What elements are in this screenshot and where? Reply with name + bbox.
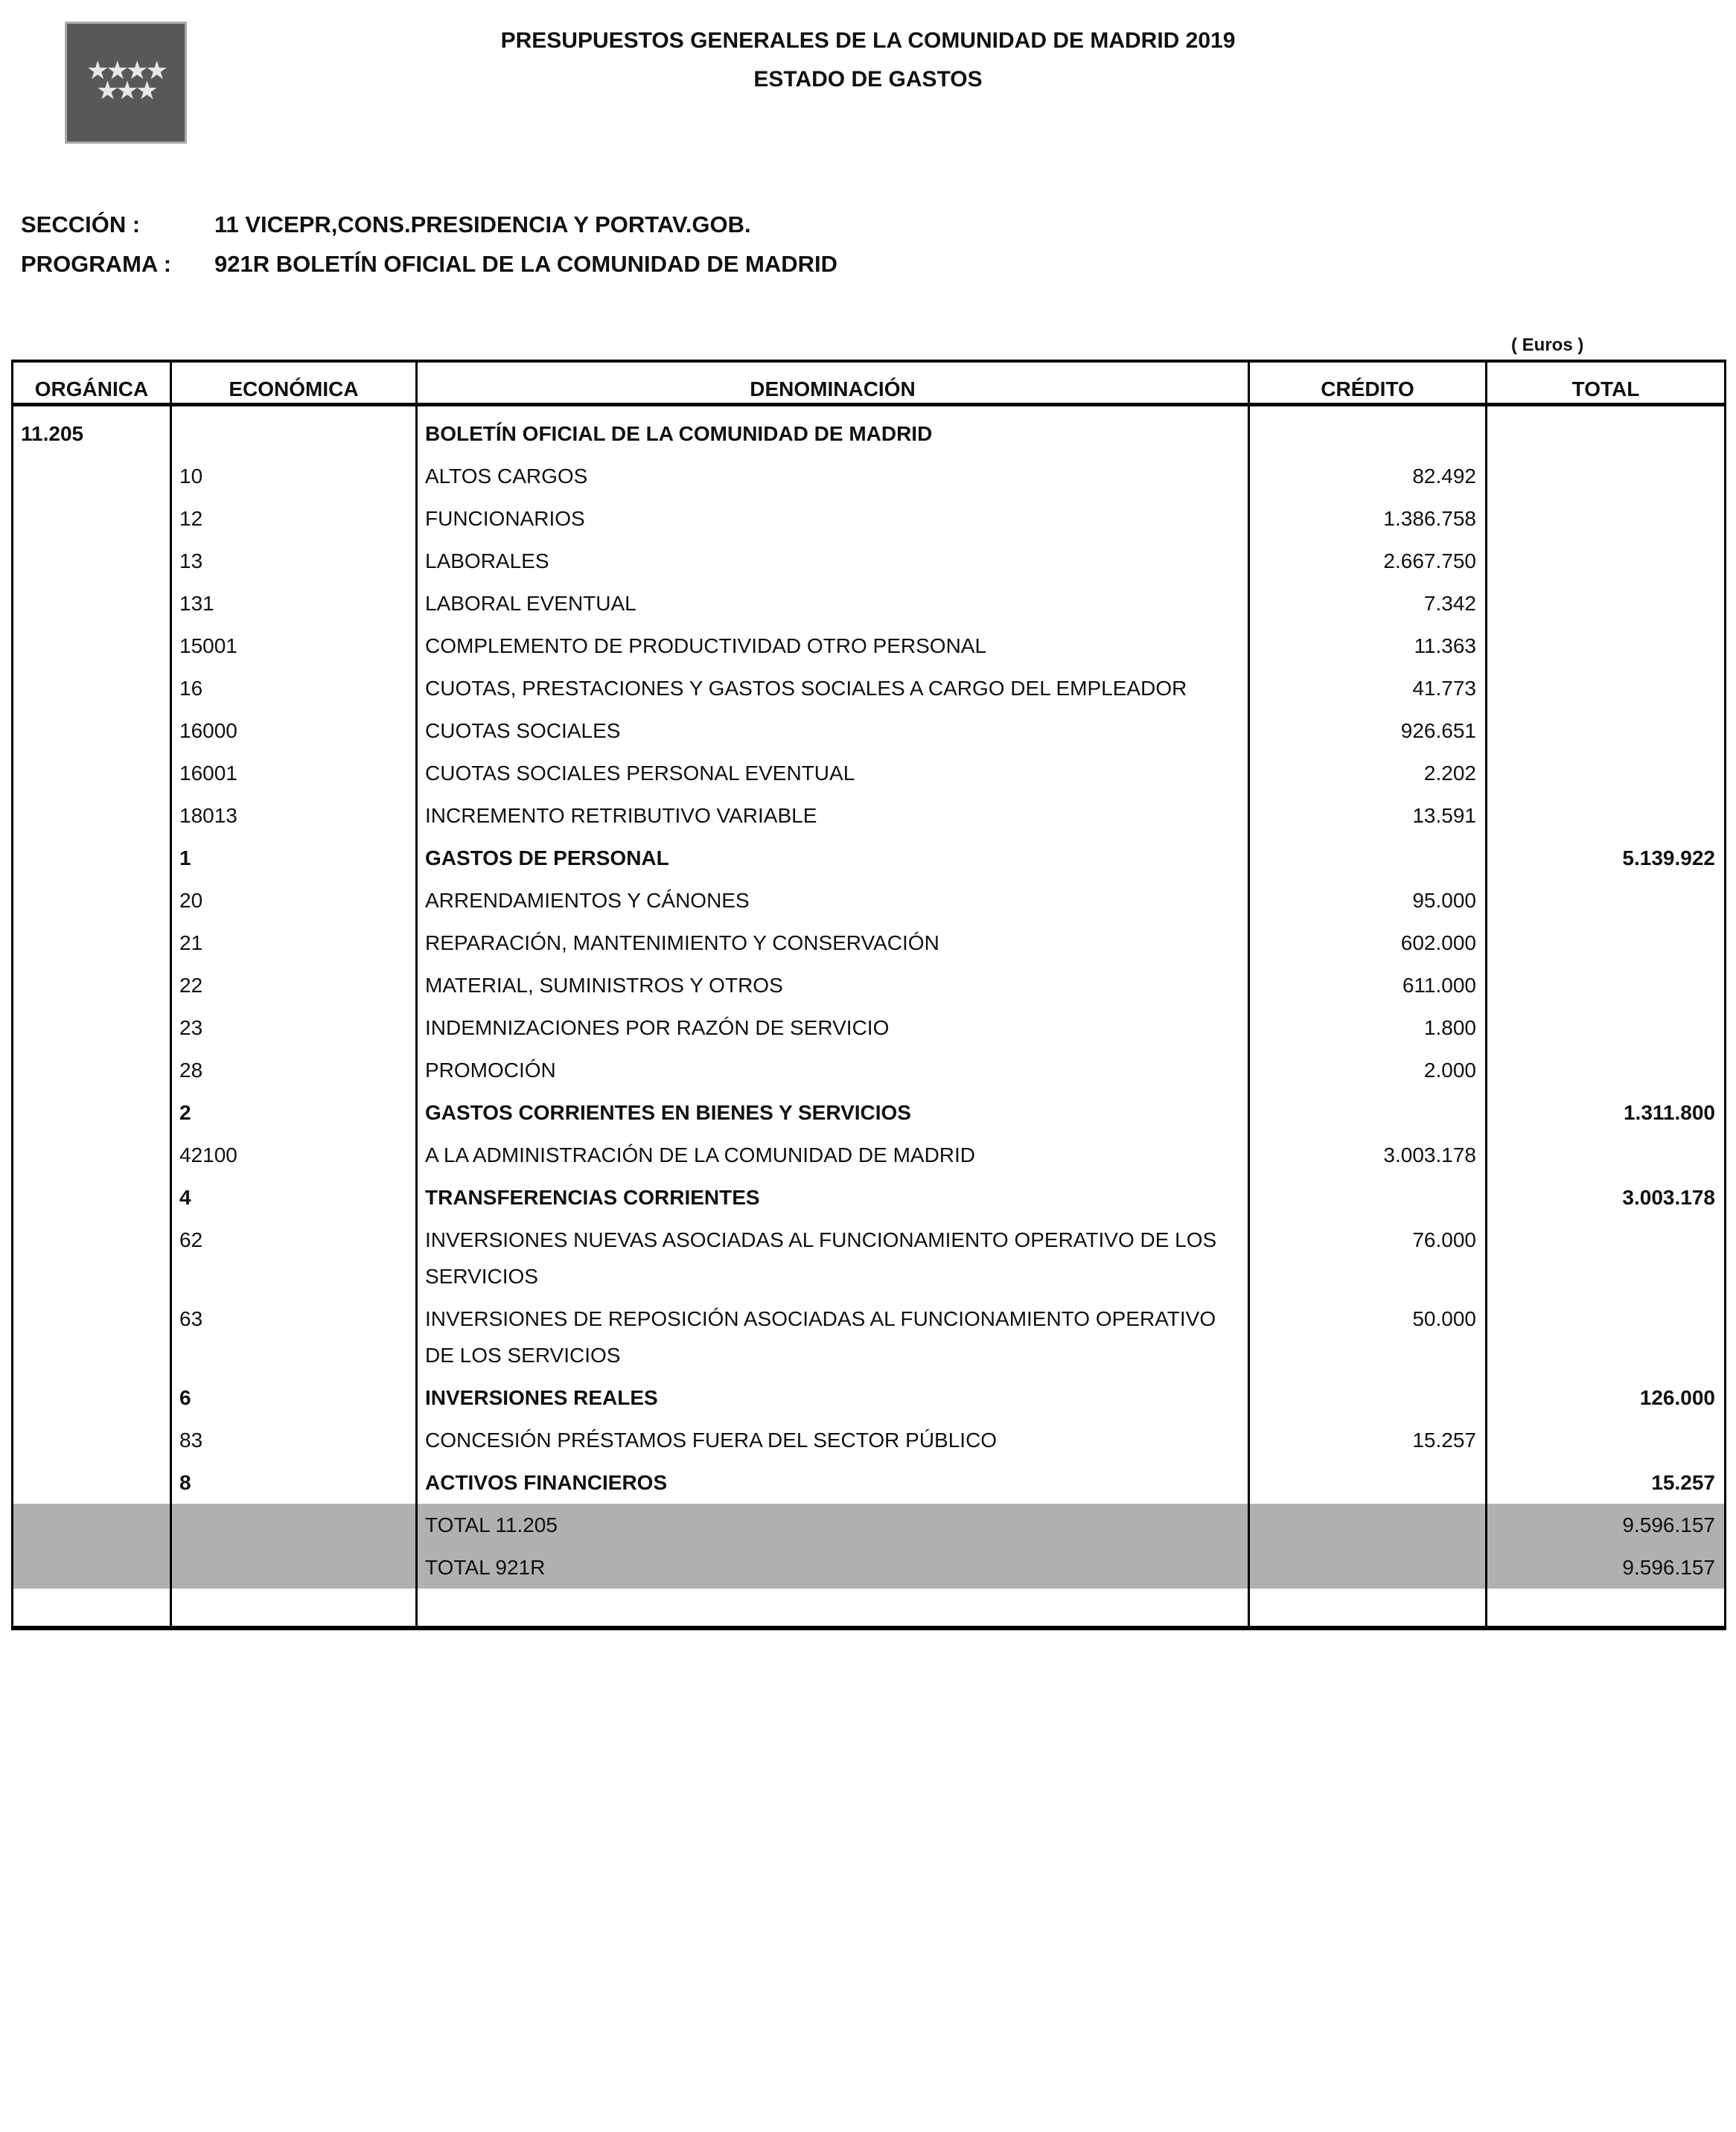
denominacion-cell: TRANSFERENCIAS CORRIENTES <box>417 1176 1249 1219</box>
denominacion-cell: GASTOS CORRIENTES EN BIENES Y SERVICIOS <box>417 1091 1249 1134</box>
denominacion-cell: MATERIAL, SUMINISTROS Y OTROS <box>417 964 1249 1006</box>
table-row <box>13 455 1726 497</box>
denominacion-cell: TOTAL 921R <box>417 1546 1249 1589</box>
organica-cell <box>13 540 171 582</box>
organica-cell <box>13 922 171 964</box>
programa-label: PROGRAMA : <box>21 251 172 277</box>
economica-cell: 4 <box>171 1176 417 1219</box>
empty-cell <box>417 1589 1249 1628</box>
denominacion-cell: A LA ADMINISTRACIÓN DE LA COMUNIDAD DE MADRID <box>417 1134 1249 1176</box>
economica-cell: 23 <box>171 1006 417 1049</box>
col-organica: ORGÁNICA <box>13 361 171 405</box>
total-cell: 3.003.178 <box>1487 1176 1726 1219</box>
total-cell <box>1487 667 1726 709</box>
economica-cell: 18013 <box>171 794 417 837</box>
units-label: ( Euros ) <box>1511 335 1584 355</box>
economica-cell <box>171 405 417 456</box>
table-header <box>13 361 1726 405</box>
economica-cell: 42100 <box>171 1134 417 1176</box>
total-cell <box>1487 1049 1726 1091</box>
economica-cell: 16001 <box>171 752 417 794</box>
document-title: PRESUPUESTOS GENERALES DE LA COMUNIDAD DE MADRID 2019 <box>500 28 1236 53</box>
denominacion-cell: CONCESIÓN PRÉSTAMOS FUERA DEL SECTOR PÚBLICO <box>417 1419 1249 1461</box>
table-row <box>13 1461 1726 1504</box>
organica-cell <box>13 667 171 709</box>
total-cell: 15.257 <box>1487 1461 1726 1504</box>
credito-cell: 1.800 <box>1249 1006 1487 1049</box>
table-row <box>13 1006 1726 1049</box>
total-cell: 9.596.157 <box>1487 1546 1726 1589</box>
organica-cell <box>13 625 171 667</box>
credito-cell: 1.386.758 <box>1249 497 1487 540</box>
credito-cell: 2.000 <box>1249 1049 1487 1091</box>
col-economica: ECONÓMICA <box>171 361 417 405</box>
table-row <box>13 582 1726 625</box>
credito-cell <box>1249 1176 1487 1219</box>
table-row <box>13 752 1726 794</box>
organica-cell <box>13 1134 171 1176</box>
economica-cell: 131 <box>171 582 417 625</box>
economica-cell <box>171 1504 417 1546</box>
organica-cell <box>13 752 171 794</box>
denominacion-cell: ACTIVOS FINANCIEROS <box>417 1461 1249 1504</box>
credito-cell: 602.000 <box>1249 922 1487 964</box>
seccion-line <box>21 211 751 238</box>
credito-cell: 611.000 <box>1249 964 1487 1006</box>
credito-cell <box>1249 1504 1487 1546</box>
table-row <box>13 879 1726 922</box>
denominacion-cell: GASTOS DE PERSONAL <box>417 837 1249 879</box>
programa-line <box>21 251 837 278</box>
budget-table <box>11 360 1726 1630</box>
denominacion-cell: ARRENDAMIENTOS Y CÁNONES <box>417 879 1249 922</box>
table-row <box>13 667 1726 709</box>
table-footer-row <box>13 1589 1726 1628</box>
denominacion-cell: CUOTAS, PRESTACIONES Y GASTOS SOCIALES A CARGO DEL EMPLEADOR <box>417 667 1249 709</box>
organica-cell <box>13 455 171 497</box>
col-denominacion: DENOMINACIÓN <box>417 361 1249 405</box>
organica-cell <box>13 879 171 922</box>
organica-cell <box>13 1219 171 1298</box>
organica-cell <box>13 1006 171 1049</box>
denominacion-cell: INCREMENTO RETRIBUTIVO VARIABLE <box>417 794 1249 837</box>
table-row <box>13 1219 1726 1298</box>
economica-cell: 28 <box>171 1049 417 1091</box>
economica-cell: 15001 <box>171 625 417 667</box>
economica-cell: 16 <box>171 667 417 709</box>
table-row <box>13 540 1726 582</box>
col-total: TOTAL <box>1487 361 1726 405</box>
total-cell <box>1487 540 1726 582</box>
denominacion-cell: ALTOS CARGOS <box>417 455 1249 497</box>
economica-cell: 22 <box>171 964 417 1006</box>
denominacion-cell: INVERSIONES NUEVAS ASOCIADAS AL FUNCIONAMIENTO OPERATIVO DE LOS SERVICIOS <box>417 1219 1249 1298</box>
document-subtitle: ESTADO DE GASTOS <box>753 67 983 92</box>
credito-cell <box>1249 1091 1487 1134</box>
table-row <box>13 1298 1726 1376</box>
total-cell <box>1487 794 1726 837</box>
economica-cell: 8 <box>171 1461 417 1504</box>
table-row <box>13 625 1726 667</box>
organica-cell <box>13 1461 171 1504</box>
seccion-label: SECCIÓN : <box>21 211 141 237</box>
economica-cell: 62 <box>171 1219 417 1298</box>
economica-cell: 12 <box>171 497 417 540</box>
denominacion-cell: LABORALES <box>417 540 1249 582</box>
table-row <box>13 964 1726 1006</box>
table-row <box>13 794 1726 837</box>
credito-cell: 50.000 <box>1249 1298 1487 1376</box>
total-cell <box>1487 1006 1726 1049</box>
credito-cell: 76.000 <box>1249 1219 1487 1298</box>
total-cell <box>1487 964 1726 1006</box>
denominacion-cell: CUOTAS SOCIALES <box>417 709 1249 752</box>
denominacion-cell: CUOTAS SOCIALES PERSONAL EVENTUAL <box>417 752 1249 794</box>
organica-cell <box>13 1419 171 1461</box>
denominacion-cell: BOLETÍN OFICIAL DE LA COMUNIDAD DE MADRID <box>417 405 1249 456</box>
economica-cell: 16000 <box>171 709 417 752</box>
organica-cell <box>13 709 171 752</box>
credito-cell: 926.651 <box>1249 709 1487 752</box>
credito-cell: 82.492 <box>1249 455 1487 497</box>
organica-cell <box>13 964 171 1006</box>
organica-cell <box>13 1376 171 1419</box>
table-row <box>13 837 1726 879</box>
seccion-value: 11 VICEPR,CONS.PRESIDENCIA Y PORTAV.GOB. <box>214 211 751 237</box>
economica-cell: 2 <box>171 1091 417 1134</box>
empty-cell <box>1249 1589 1487 1628</box>
total-cell <box>1487 1298 1726 1376</box>
total-cell <box>1487 497 1726 540</box>
denominacion-cell: PROMOCIÓN <box>417 1049 1249 1091</box>
total-cell: 5.139.922 <box>1487 837 1726 879</box>
credito-cell <box>1249 1546 1487 1589</box>
total-cell <box>1487 752 1726 794</box>
total-cell <box>1487 455 1726 497</box>
economica-cell: 13 <box>171 540 417 582</box>
economica-cell: 21 <box>171 922 417 964</box>
credito-cell: 3.003.178 <box>1249 1134 1487 1176</box>
credito-cell: 95.000 <box>1249 879 1487 922</box>
total-cell <box>1487 1134 1726 1176</box>
empty-cell <box>171 1589 417 1628</box>
organica-cell <box>13 1504 171 1546</box>
organica-cell <box>13 1546 171 1589</box>
organica-cell <box>13 794 171 837</box>
table-row <box>13 1546 1726 1589</box>
denominacion-cell: LABORAL EVENTUAL <box>417 582 1249 625</box>
economica-cell: 10 <box>171 455 417 497</box>
stars-icon: ★★★★ ★★★ <box>86 57 165 105</box>
organica-cell: 11.205 <box>13 405 171 456</box>
denominacion-cell: INDEMNIZACIONES POR RAZÓN DE SERVICIO <box>417 1006 1249 1049</box>
table-row <box>13 709 1726 752</box>
organica-cell <box>13 1049 171 1091</box>
credito-cell: 13.591 <box>1249 794 1487 837</box>
denominacion-cell: FUNCIONARIOS <box>417 497 1249 540</box>
denominacion-cell: INVERSIONES REALES <box>417 1376 1249 1419</box>
table-row <box>13 405 1726 456</box>
table-row <box>13 1134 1726 1176</box>
table-row <box>13 1419 1726 1461</box>
credito-cell: 2.667.750 <box>1249 540 1487 582</box>
organica-cell <box>13 837 171 879</box>
economica-cell: 6 <box>171 1376 417 1419</box>
credito-cell <box>1249 405 1487 456</box>
denominacion-cell: INVERSIONES DE REPOSICIÓN ASOCIADAS AL FUNCIONAMIENTO OPERATIVO DE LOS SERVICIOS <box>417 1298 1249 1376</box>
table-row <box>13 1376 1726 1419</box>
table-row <box>13 922 1726 964</box>
credito-cell <box>1249 837 1487 879</box>
total-cell <box>1487 709 1726 752</box>
table-row <box>13 1049 1726 1091</box>
programa-value: 921R BOLETÍN OFICIAL DE LA COMUNIDAD DE MADRID <box>214 251 838 277</box>
table-row <box>13 497 1726 540</box>
table-row <box>13 1176 1726 1219</box>
table-row <box>13 1504 1726 1546</box>
economica-cell: 83 <box>171 1419 417 1461</box>
credito-cell: 15.257 <box>1249 1419 1487 1461</box>
credito-cell: 2.202 <box>1249 752 1487 794</box>
credito-cell: 41.773 <box>1249 667 1487 709</box>
denominacion-cell: COMPLEMENTO DE PRODUCTIVIDAD OTRO PERSONAL <box>417 625 1249 667</box>
total-cell <box>1487 582 1726 625</box>
organica-cell <box>13 497 171 540</box>
economica-cell: 63 <box>171 1298 417 1376</box>
total-cell <box>1487 1219 1726 1298</box>
total-cell: 9.596.157 <box>1487 1504 1726 1546</box>
credito-cell: 11.363 <box>1249 625 1487 667</box>
economica-cell: 20 <box>171 879 417 922</box>
economica-cell: 1 <box>171 837 417 879</box>
organica-cell <box>13 1176 171 1219</box>
total-cell <box>1487 405 1726 456</box>
empty-cell <box>1487 1589 1726 1628</box>
col-credito: CRÉDITO <box>1249 361 1487 405</box>
total-cell <box>1487 1419 1726 1461</box>
organica-cell <box>13 582 171 625</box>
total-cell: 1.311.800 <box>1487 1091 1726 1134</box>
total-cell: 126.000 <box>1487 1376 1726 1419</box>
credito-cell <box>1249 1461 1487 1504</box>
organica-cell <box>13 1298 171 1376</box>
credito-cell <box>1249 1376 1487 1419</box>
total-cell <box>1487 879 1726 922</box>
total-cell <box>1487 625 1726 667</box>
empty-cell <box>13 1589 171 1628</box>
denominacion-cell: TOTAL 11.205 <box>417 1504 1249 1546</box>
table-row <box>13 1091 1726 1134</box>
organica-cell <box>13 1091 171 1134</box>
economica-cell <box>171 1546 417 1589</box>
credito-cell: 7.342 <box>1249 582 1487 625</box>
denominacion-cell: REPARACIÓN, MANTENIMIENTO Y CONSERVACIÓN <box>417 922 1249 964</box>
total-cell <box>1487 922 1726 964</box>
